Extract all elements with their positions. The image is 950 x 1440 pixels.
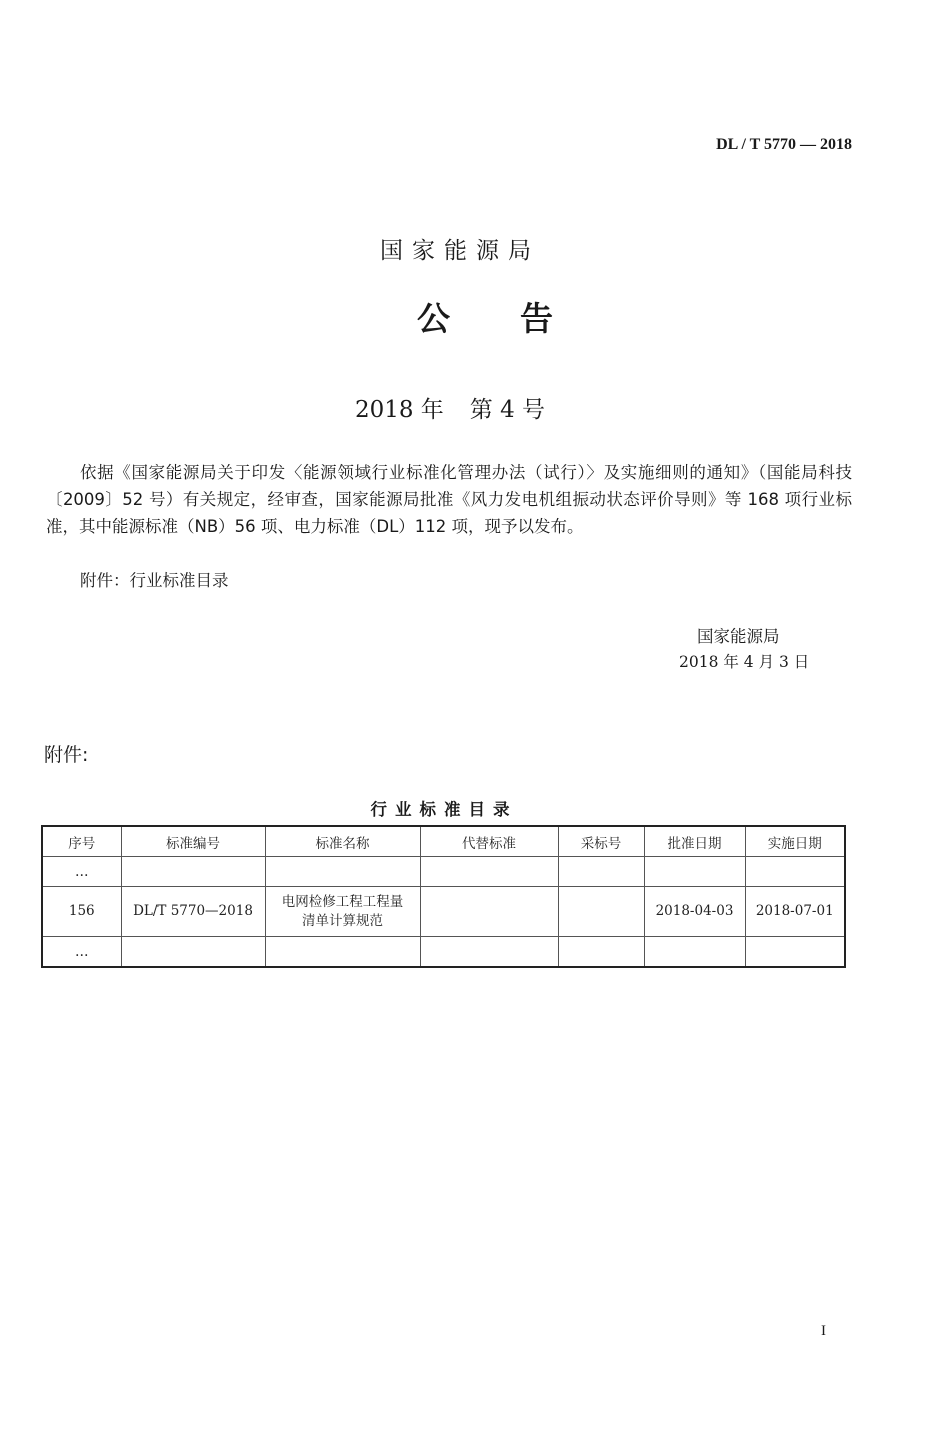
cell-std-name bbox=[265, 937, 420, 968]
cell-adoption bbox=[558, 857, 644, 887]
col-header-std-number: 标准编号 bbox=[121, 826, 265, 857]
cell-replaced bbox=[420, 887, 558, 937]
announcement-body: 依据《国家能源局关于印发〈能源领域行业标准化管理办法（试行）〉及实施细则的通知》（国能局科技〔2009〕52 号）有关规定，经审查，国家能源局批准《风力发电机组振动状态评价导则》等 168 项行业标准，其中能源标准（NB）56 项、电力标准（DL）112 项，现予以发布。 bbox=[46, 463, 852, 536]
catalog-title: 行业标准目录 bbox=[370, 800, 518, 819]
cell-effective-date bbox=[745, 937, 845, 968]
cell-std-name bbox=[265, 857, 420, 887]
table-row bbox=[42, 937, 845, 968]
cell-effective-date bbox=[745, 857, 845, 887]
table-row bbox=[42, 887, 845, 937]
issue-number: 第 4 号 bbox=[469, 397, 546, 423]
attachment-heading: 附件: bbox=[44, 744, 89, 766]
issue-line bbox=[0, 391, 900, 424]
cell-std-number bbox=[121, 857, 265, 887]
issue-year: 2018 年 bbox=[354, 397, 444, 423]
cell-effective-date: 2018-07-01 bbox=[745, 887, 845, 937]
cell-adoption bbox=[558, 887, 644, 937]
cell-adoption bbox=[558, 937, 644, 968]
standard-code: DL / T 5770 — 2018 bbox=[716, 136, 852, 153]
notice-title: 公告 bbox=[417, 299, 623, 338]
cell-std-number bbox=[121, 937, 265, 968]
col-header-serial: 序号 bbox=[42, 826, 121, 857]
cell-replaced bbox=[420, 937, 558, 968]
col-header-effective-date: 实施日期 bbox=[745, 826, 845, 857]
cell-serial: … bbox=[42, 857, 121, 887]
col-header-std-name: 标准名称 bbox=[265, 826, 420, 857]
cell-serial: 156 bbox=[42, 887, 121, 937]
cell-approval-date bbox=[644, 857, 745, 887]
col-header-replaced: 代替标准 bbox=[420, 826, 558, 857]
signature-date: 2018 年 4 月 3 日 bbox=[679, 653, 810, 671]
table-row bbox=[42, 857, 845, 887]
agency-name: 国家能源局 bbox=[380, 238, 540, 264]
standards-catalog-table bbox=[41, 825, 846, 968]
page-number: I bbox=[821, 1323, 826, 1339]
cell-replaced bbox=[420, 857, 558, 887]
attachment-note: 附件：行业标准目录 bbox=[80, 571, 229, 590]
col-header-approval-date: 批准日期 bbox=[644, 826, 745, 857]
col-header-adoption: 采标号 bbox=[558, 826, 644, 857]
cell-std-number: DL/T 5770—2018 bbox=[121, 887, 265, 937]
cell-std-name: 电网检修工程工程量清单计算规范 bbox=[265, 887, 420, 937]
cell-approval-date: 2018-04-03 bbox=[644, 887, 745, 937]
cell-approval-date bbox=[644, 937, 745, 968]
signature-org: 国家能源局 bbox=[697, 627, 780, 646]
table-header-row bbox=[42, 826, 845, 857]
cell-serial: … bbox=[42, 937, 121, 968]
